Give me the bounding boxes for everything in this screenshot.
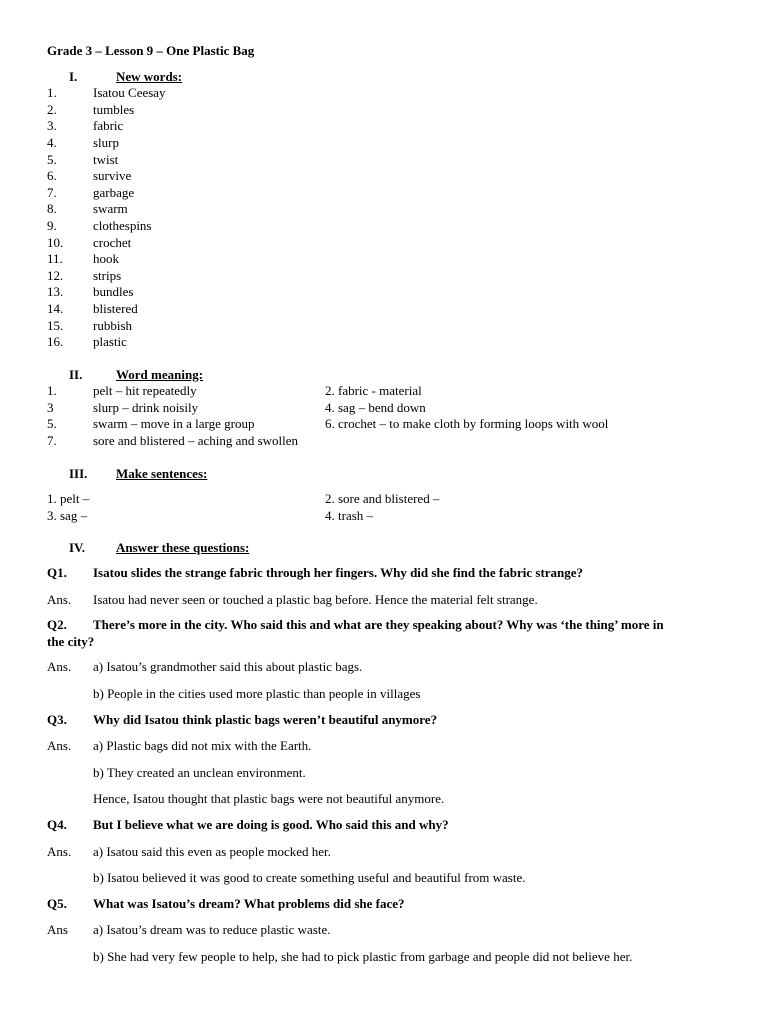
section-questions-heading [69,540,737,557]
section-make-sentences-heading [69,466,737,483]
section-number: II. [69,366,83,382]
question: Q5. What was Isatou’s dream? What problems did she face? [47,895,405,911]
section-title: Word meaning: [116,366,204,382]
list-item: 8. swarm [47,201,128,217]
sentence-item: 4. trash – [325,507,374,523]
question: Q3. Why did Isatou think plastic bags weren’t beautiful anymore? [47,711,438,727]
list-item: 4. slurp [47,134,119,150]
page-title: Grade 3 – Lesson 9 – One Plastic Bag [47,43,255,58]
list-item: 12. strips [47,267,122,283]
question-continuation: the city? [47,633,95,649]
list-item: 6. survive [47,168,132,184]
make-sentences-grid [47,491,737,524]
word-meaning-item: 4. sag – bend down [325,399,426,415]
answer-line: b) Isatou believed it was good to create something useful and beautiful from waste. [93,870,526,886]
list-item: 15. rubbish [47,317,132,333]
answer-line: b) She had very few people to help, she had to pick plastic from garbage and people did not believe her. [93,948,633,964]
document-page [47,43,737,966]
sentence-item: 1. pelt – [47,491,90,507]
word-meaning-item: 5. swarm – move in a large group [47,416,255,432]
question: Q1. Isatou slides the strange fabric through her fingers. Why did she find the fabric strange? [47,565,584,581]
section-word-meaning-heading [69,367,737,384]
question: Q2. There’s more in the city. Who said this and what are they speaking about? Why was ‘the thing’ more in [47,617,664,633]
list-item: 14. blistered [47,300,138,316]
answer: Ans a) Isatou’s dream was to reduce plastic waste. [47,922,331,938]
list-item: 16. plastic [47,334,127,350]
word-meaning-item: 6. crochet – to make cloth by forming loops with wool [325,416,609,432]
word-meaning-item: 1. pelt – hit repeatedly [47,383,197,399]
section-new-words-heading [69,69,737,86]
sentence-item: 3. sag – [47,507,88,523]
answer: Ans. Isatou had never seen or touched a plastic bag before. Hence the material felt strange. [47,591,538,607]
sentence-item: 2. sore and blistered – [325,491,440,507]
section-number: IV. [69,540,86,556]
list-item: 9. clothespins [47,217,152,233]
word-meaning-item: 2. fabric - material [325,383,422,399]
answer: Ans. a) Plastic bags did not mix with the Earth. [47,738,312,754]
section-number: I. [69,68,78,84]
list-item: 3. fabric [47,118,124,134]
answer-line: b) They created an unclean environment. [93,764,306,780]
answer-line: Hence, Isatou thought that plastic bags were not beautiful anymore. [93,791,445,807]
new-words-list [47,85,737,351]
word-meaning-grid [47,383,737,449]
answer: Ans. a) Isatou’s grandmother said this about plastic bags. [47,659,363,675]
list-item: 2. tumbles [47,101,135,117]
list-item: 1. Isatou Ceesay [47,85,166,101]
list-item: 13. bundles [47,284,134,300]
list-item: 10. crochet [47,234,132,250]
section-title: New words: [116,68,183,84]
answer-line: b) People in the cities used more plastic than people in villages [93,686,421,701]
word-meaning-item: 3 slurp – drink noisily [47,399,199,415]
section-title: Make sentences: [116,465,208,481]
list-item: 5. twist [47,151,119,167]
list-item: 7. garbage [47,184,135,200]
section-number: III. [69,465,88,481]
word-meaning-item: 7. sore and blistered – aching and swollen [47,433,299,449]
list-item: 11. hook [47,251,119,267]
section-title: Answer these questions: [116,540,250,556]
question: Q4. But I believe what we are doing is good. Who said this and why? [47,816,449,832]
answer: Ans. a) Isatou said this even as people mocked her. [47,843,331,859]
